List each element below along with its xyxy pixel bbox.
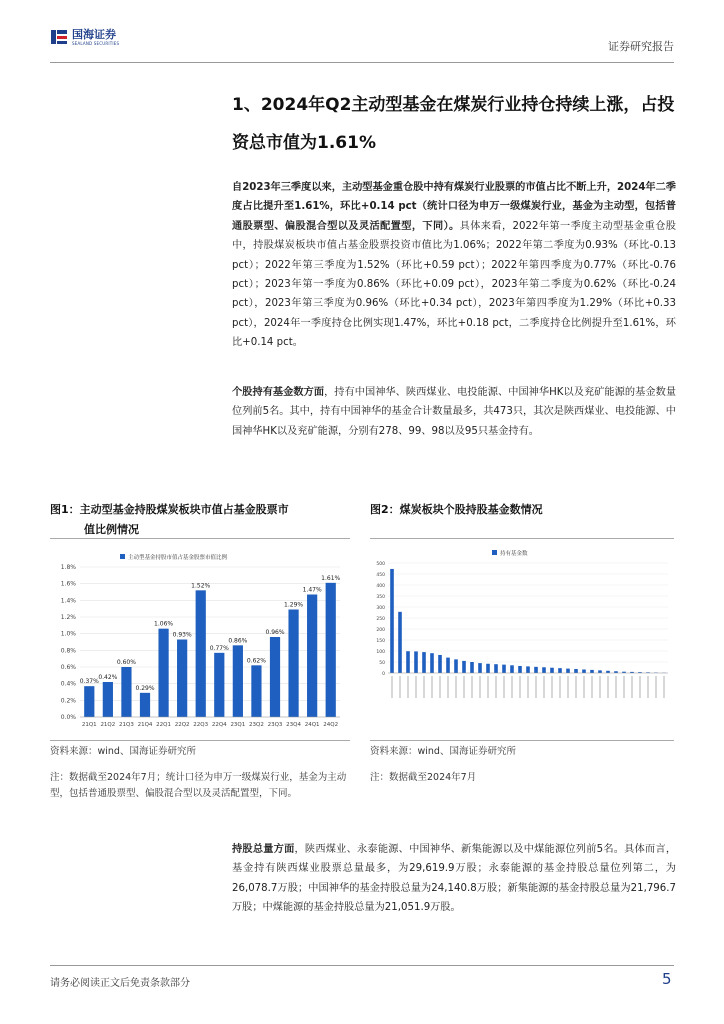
chart2-ytick-label: 450 bbox=[376, 572, 385, 578]
chart1-ytick-label: 0.8% bbox=[60, 647, 76, 655]
chart2-xtick-placeholder bbox=[471, 676, 473, 698]
chart2-ytick-label: 400 bbox=[376, 583, 385, 589]
figure1-top-rule bbox=[50, 538, 350, 539]
chart2-xtick-placeholder bbox=[583, 676, 585, 698]
chart2-bar bbox=[438, 655, 442, 673]
chart1-ytick-label: 0.6% bbox=[60, 664, 76, 671]
chart2-xtick-placeholder bbox=[391, 676, 393, 698]
chart1-bar bbox=[121, 667, 131, 717]
chart2-xtick-placeholder bbox=[559, 676, 561, 698]
chart2-xtick-placeholder bbox=[407, 676, 409, 698]
chart2-bar bbox=[422, 652, 426, 673]
chart2-ytick-label: 150 bbox=[376, 638, 385, 644]
logo-text-cn: 国海证券 bbox=[72, 27, 116, 41]
chart2-bar bbox=[606, 671, 610, 673]
chart1-xtick-label: 22Q3 bbox=[193, 722, 209, 728]
chart1-xtick-label: 21Q1 bbox=[81, 722, 97, 728]
chart2-bar bbox=[414, 651, 418, 673]
chart2-bar bbox=[526, 666, 530, 673]
chart1-data-label: 0.86% bbox=[228, 637, 248, 645]
chart2-xtick-placeholder bbox=[647, 676, 649, 698]
chart1-bar bbox=[326, 583, 336, 717]
chart1-legend-swatch bbox=[120, 554, 125, 559]
chart2-bar bbox=[446, 658, 450, 673]
chart2-xtick-placeholder bbox=[399, 676, 401, 698]
chart1-bar bbox=[140, 693, 150, 717]
chart2-bar bbox=[534, 667, 538, 673]
section-title: 1、2024年Q2主动型基金在煤炭行业持仓持续上涨，占投资总市值为1.61% bbox=[232, 95, 675, 153]
chart1-data-label: 0.62% bbox=[246, 657, 266, 665]
chart2-bar bbox=[574, 669, 578, 673]
logo-icon bbox=[50, 28, 68, 46]
chart1-xtick-label: 24Q1 bbox=[304, 722, 320, 728]
chart1-xtick-label: 23Q4 bbox=[286, 722, 301, 728]
chart1-ytick-label: 1.6% bbox=[60, 580, 76, 588]
chart1-xtick-label: 23Q2 bbox=[249, 722, 264, 728]
chart1-ytick-label: 0.2% bbox=[60, 697, 76, 705]
chart2-xtick-placeholder bbox=[623, 676, 625, 698]
chart2-xtick-placeholder bbox=[431, 676, 433, 698]
paragraph-body: ，持有中国神华、陕西煤业、电投能源、中国神华HK以及兖矿能源的基金数量位列前5名。其中，持有中国神华的基金合计数量最多，共473只，其次是陕西煤业、电投能源、中国神华HK以及兖矿能源，分别有278、99、98以及95只基金持有。 bbox=[232, 387, 677, 437]
chart1-bar bbox=[251, 665, 261, 717]
chart1-data-label: 0.60% bbox=[116, 659, 136, 666]
chart2-xtick-placeholder bbox=[503, 676, 505, 698]
chart2-ytick-label: 0 bbox=[382, 671, 385, 677]
chart2-xtick-placeholder bbox=[415, 676, 417, 698]
chart2-bar bbox=[502, 665, 506, 673]
chart2-bar bbox=[398, 612, 402, 673]
chart1-data-label: 0.37% bbox=[79, 678, 99, 686]
figure1-title-line1: 图1：主动型基金持股煤炭板块市值占基金股票市 bbox=[50, 503, 289, 516]
chart2-xtick-placeholder bbox=[455, 676, 457, 698]
paragraph-fund-count bbox=[232, 383, 676, 441]
chart2-xtick-placeholder bbox=[487, 676, 489, 698]
logo-text-en: SEALAND SECURITIES bbox=[72, 40, 120, 46]
figure2-bottom-rule bbox=[370, 740, 674, 741]
paragraph-holdings-ratio bbox=[232, 178, 676, 353]
chart1-data-label: 1.47% bbox=[302, 586, 322, 594]
chart1-xtick-label: 23Q3 bbox=[267, 722, 283, 728]
chart1-data-label: 1.29% bbox=[284, 601, 304, 609]
figure1-chart bbox=[50, 545, 350, 735]
figure2-chart bbox=[370, 545, 674, 735]
chart1-data-label: 0.96% bbox=[265, 629, 285, 636]
chart1-bar bbox=[158, 629, 168, 717]
figure2-top-rule bbox=[370, 538, 674, 539]
chart2-bar bbox=[494, 664, 498, 673]
chart2-bar bbox=[510, 665, 514, 673]
chart1-bar bbox=[103, 682, 113, 717]
chart1-data-label: 0.29% bbox=[135, 684, 155, 692]
chart2-xtick-placeholder bbox=[663, 676, 665, 698]
chart2-xtick-placeholder bbox=[495, 676, 497, 698]
chart2-bar bbox=[566, 669, 570, 673]
chart1-xtick-label: 21Q3 bbox=[119, 722, 134, 728]
chart1-data-label: 1.52% bbox=[191, 582, 211, 590]
chart1-ytick-label: 1.0% bbox=[60, 630, 76, 638]
chart2-bar bbox=[454, 659, 458, 673]
chart1-data-label: 0.42% bbox=[98, 674, 118, 681]
chart1-bar bbox=[214, 653, 224, 717]
chart1-bar bbox=[270, 637, 280, 717]
chart1-data-label: 0.77% bbox=[209, 644, 229, 652]
chart2-bar bbox=[518, 666, 522, 673]
chart1-data-label: 1.06% bbox=[154, 620, 174, 628]
chart2-xtick-placeholder bbox=[463, 676, 465, 698]
chart2-legend-swatch bbox=[492, 550, 497, 555]
chart2-bar bbox=[590, 670, 594, 673]
chart1-xtick-label: 22Q1 bbox=[156, 722, 171, 728]
chart2-xtick-placeholder bbox=[575, 676, 577, 698]
chart1-ytick-label: 0.4% bbox=[60, 680, 76, 688]
chart2-xtick-placeholder bbox=[591, 676, 593, 698]
chart2-bar bbox=[558, 668, 562, 673]
chart1-xtick-label: 21Q4 bbox=[137, 722, 153, 728]
paragraph-body: 具体来看，2022年第一季度主动型基金重仓股中，持股煤炭板块市值占基金股票投资市值比为1.06%；2022年第二季度为0.93%（环比-0.13 pct）；2022年第三季度为1.52%（环比+0.59 pct）；2022年第四季度为0.77%（环比-0.76 pct）；2023年第一季度为0.86%（环比+0.09 pct），2023年第二季度为0.62%（环比-0.24 pct），2023年第三季度为0.96%（环比+0.34 pct），2023年第四季度为1.29%（环比+0.33 pct），2024年一季度持仓比例实现1.47%，环比+0.18 pct，二季度持仓比例提升至1.61%，环比+0.14 pct。 bbox=[232, 220, 676, 349]
chart2-ytick-label: 250 bbox=[376, 616, 385, 622]
chart1-legend-label: 主动型基金持股市值占基金股票市值比例 bbox=[128, 555, 228, 561]
chart1-xtick-label: 23Q1 bbox=[230, 722, 246, 728]
figure1-note: 注：数据截至2024年7月；统计口径为申万一级煤炭行业，基金为主动型，包括普通股票型、偏股混合型以及灵活配置型，下同。 bbox=[50, 772, 347, 799]
chart2-ytick-label: 200 bbox=[376, 627, 385, 633]
figure2-note: 注：数据截至2024年7月 bbox=[370, 772, 477, 783]
chart2-xtick-placeholder bbox=[423, 676, 425, 698]
paragraph-bold-lead: 个股持有基金数方面 bbox=[232, 387, 325, 398]
chart2-ytick-label: 350 bbox=[376, 594, 385, 600]
chart2-bar bbox=[406, 651, 410, 673]
paragraph-bold-lead: 持股总量方面 bbox=[232, 844, 295, 855]
chart1-ytick-label: 1.2% bbox=[60, 614, 76, 621]
figure1-title bbox=[50, 500, 360, 540]
chart2-xtick-placeholder bbox=[551, 676, 553, 698]
chart1-xtick-label: 24Q2 bbox=[323, 722, 339, 728]
chart2-xtick-placeholder bbox=[615, 676, 617, 698]
chart2-legend-label: 持有基金数 bbox=[500, 551, 528, 557]
chart2-bar bbox=[542, 667, 546, 673]
chart2-xtick-placeholder bbox=[447, 676, 449, 698]
chart2-ytick-label: 300 bbox=[376, 605, 385, 611]
chart1-ytick-label: 1.4% bbox=[60, 597, 76, 605]
chart2-bar bbox=[598, 670, 602, 673]
company-logo bbox=[50, 28, 119, 46]
chart1-bar bbox=[288, 610, 298, 718]
chart1-bar bbox=[177, 640, 187, 718]
chart2-xtick-placeholder bbox=[639, 676, 641, 698]
chart2-bar bbox=[478, 663, 482, 673]
chart1-bar bbox=[84, 686, 94, 717]
chart1-xtick-label: 22Q4 bbox=[211, 722, 227, 728]
chart2-ytick-label: 50 bbox=[379, 660, 385, 666]
report-type-label: 证券研究报告 bbox=[608, 40, 674, 53]
chart1-xtick-label: 22Q2 bbox=[174, 722, 190, 728]
paragraph-body: ，陕西煤业、永泰能源、中国神华、新集能源以及中煤能源位列前5名。具体而言，基金持有陕西煤业股票总量最多，为29,619.9万股；永泰能源的基金持股总量位列第二，为26,078.7万股；中国神华的基金持股总量为24,140.8万股；新集能源的基金持股总量为21,796.7万股；中煤能源的基金持股总量为21,051.9万股。 bbox=[232, 844, 677, 914]
header-divider bbox=[50, 62, 674, 63]
chart2-bar bbox=[470, 662, 474, 673]
chart2-bar bbox=[430, 653, 434, 673]
figure1-title-line2: 值比例情况 bbox=[84, 523, 139, 536]
page-number: 5 bbox=[662, 970, 672, 988]
figure1-bottom-rule bbox=[50, 740, 350, 741]
paragraph-bold-lead: 自2023年三季度以来，主动型基金重仓股中持有煤炭行业股票的市值占比不断上升，2024年二季度占比提升至1.61%，环比+0.14 pct（统计口径为申万一级煤炭行业，基金为主动型，包括普通股票型、偏股混合型以及灵活配置型，下同）。 bbox=[232, 182, 676, 232]
chart2-bar bbox=[486, 664, 490, 673]
chart2-bar bbox=[462, 661, 466, 673]
footer-disclaimer: 请务必阅读正文后免责条款部分 bbox=[50, 978, 190, 989]
chart2-bar bbox=[390, 569, 394, 673]
chart2-xtick-placeholder bbox=[543, 676, 545, 698]
chart2-bar bbox=[582, 669, 586, 673]
chart1-ytick-label: 1.8% bbox=[60, 564, 76, 571]
chart2-bar bbox=[614, 671, 618, 673]
paragraph-holding-volume bbox=[232, 840, 676, 918]
chart2-xtick-placeholder bbox=[599, 676, 601, 698]
chart1-bar bbox=[196, 590, 206, 717]
chart2-xtick-placeholder bbox=[607, 676, 609, 698]
chart2-xtick-placeholder bbox=[535, 676, 537, 698]
page-header bbox=[50, 28, 674, 64]
chart1-data-label: 1.61% bbox=[321, 574, 341, 582]
chart2-ytick-label: 500 bbox=[376, 561, 385, 567]
chart2-xtick-placeholder bbox=[511, 676, 513, 698]
chart2-xtick-placeholder bbox=[479, 676, 481, 698]
chart2-bar bbox=[550, 668, 554, 673]
figure1-source: 资料来源：wind、国海证券研究所 bbox=[50, 746, 196, 757]
chart1-bar bbox=[307, 595, 317, 718]
chart1-bar bbox=[233, 645, 243, 717]
chart2-xtick-placeholder bbox=[567, 676, 569, 698]
chart1-data-label: 0.93% bbox=[172, 631, 192, 639]
chart2-ytick-label: 100 bbox=[376, 649, 385, 655]
chart2-xtick-placeholder bbox=[519, 676, 521, 698]
chart2-xtick-placeholder bbox=[527, 676, 529, 698]
footer-divider bbox=[50, 965, 674, 966]
figure2-source: 资料来源：wind、国海证券研究所 bbox=[370, 746, 516, 757]
chart2-xtick-placeholder bbox=[655, 676, 657, 698]
chart1-ytick-label: 0.0% bbox=[60, 714, 76, 721]
chart2-xtick-placeholder bbox=[439, 676, 441, 698]
figure2-title: 图2：煤炭板块个股持股基金数情况 bbox=[370, 503, 543, 516]
chart1-xtick-label: 21Q2 bbox=[100, 722, 116, 728]
chart2-xtick-placeholder bbox=[631, 676, 633, 698]
